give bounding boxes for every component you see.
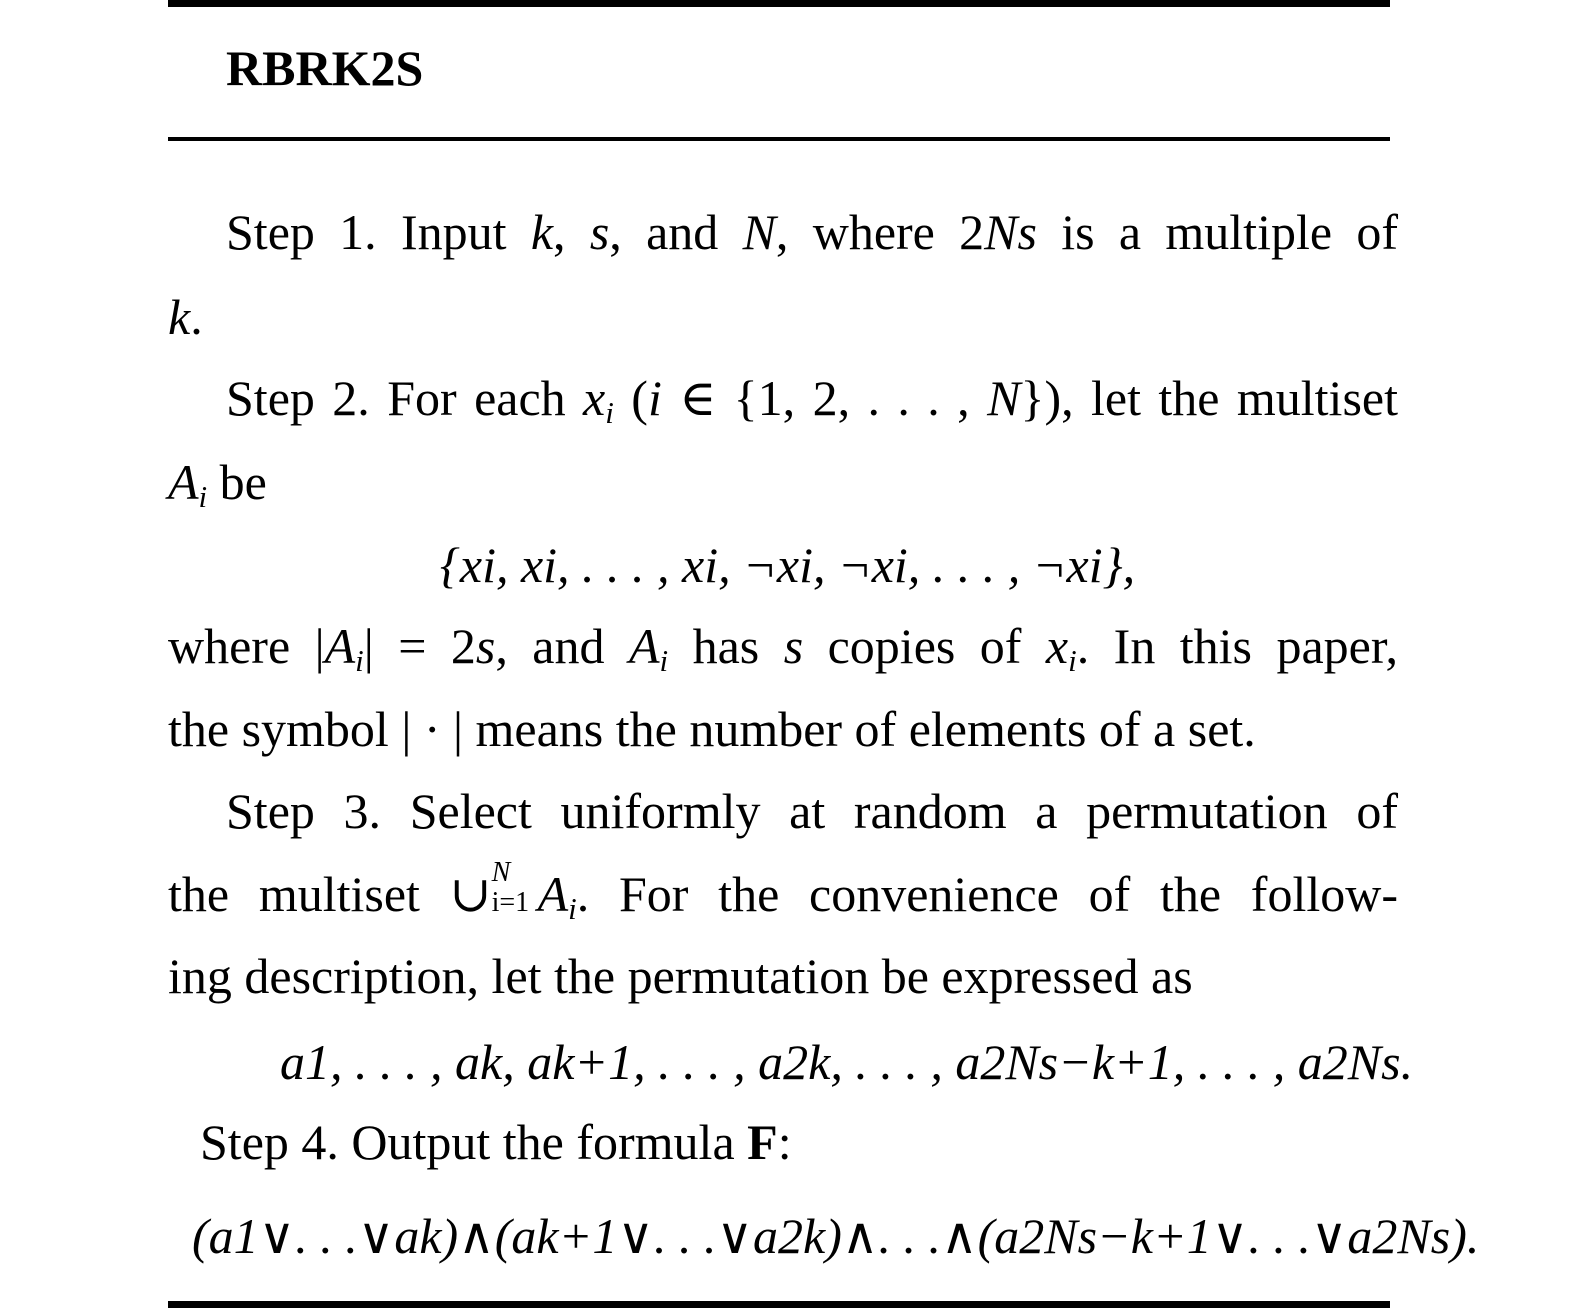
output-formula: (a1∨. . .∨ak)∧(ak+1∨. . .∨a2k)∧. . .∧(a2Ns−k+1∨. . .∨a2Ns). [192, 1208, 1480, 1264]
step3-line2: the multiset ∪ N i=1 $A_i$. For the convenience of the follow- [168, 857, 1399, 926]
step1-line2: k. [168, 289, 203, 345]
multiset-equation: {xi, xi, . . . , xi, ¬xi, ¬xi, . . . , ¬xi}, [439, 537, 1136, 593]
step3-line1: Step 3. Select uniformly at random a permutation of [226, 783, 1398, 839]
top-rule [168, 0, 1390, 7]
where-line1: where $|A_i| = 2s$, and $A_i$ has s copies of $x_i$. In this paper, [168, 618, 1398, 678]
bottom-rule [168, 1301, 1390, 1308]
where-line2: the symbol | · | means the number of elements of a set. [168, 701, 1256, 757]
step1-line1: Step 1. Input k, s, and N, where 2Ns is a multiple of [226, 204, 1398, 260]
permutation-sequence: a1, . . . , ak, ak+1, . . . , a2k, . . . , a2Ns−k+1, . . . , a2Ns. [280, 1034, 1414, 1090]
algorithm-title: RBRK2S [226, 40, 424, 96]
header-rule [168, 137, 1390, 141]
step2-line2: $A_i$ be [168, 454, 267, 514]
union-limits: N i=1 [491, 857, 530, 918]
step2-line1: Step 2. For each $x_i$ (i ∈ {1, 2, . . . , N}), let the multiset [226, 370, 1398, 430]
step3-line3: ing description, let the permutation be expressed as [168, 948, 1193, 1004]
step4-line: Step 4. Output the formula F: [200, 1114, 792, 1170]
